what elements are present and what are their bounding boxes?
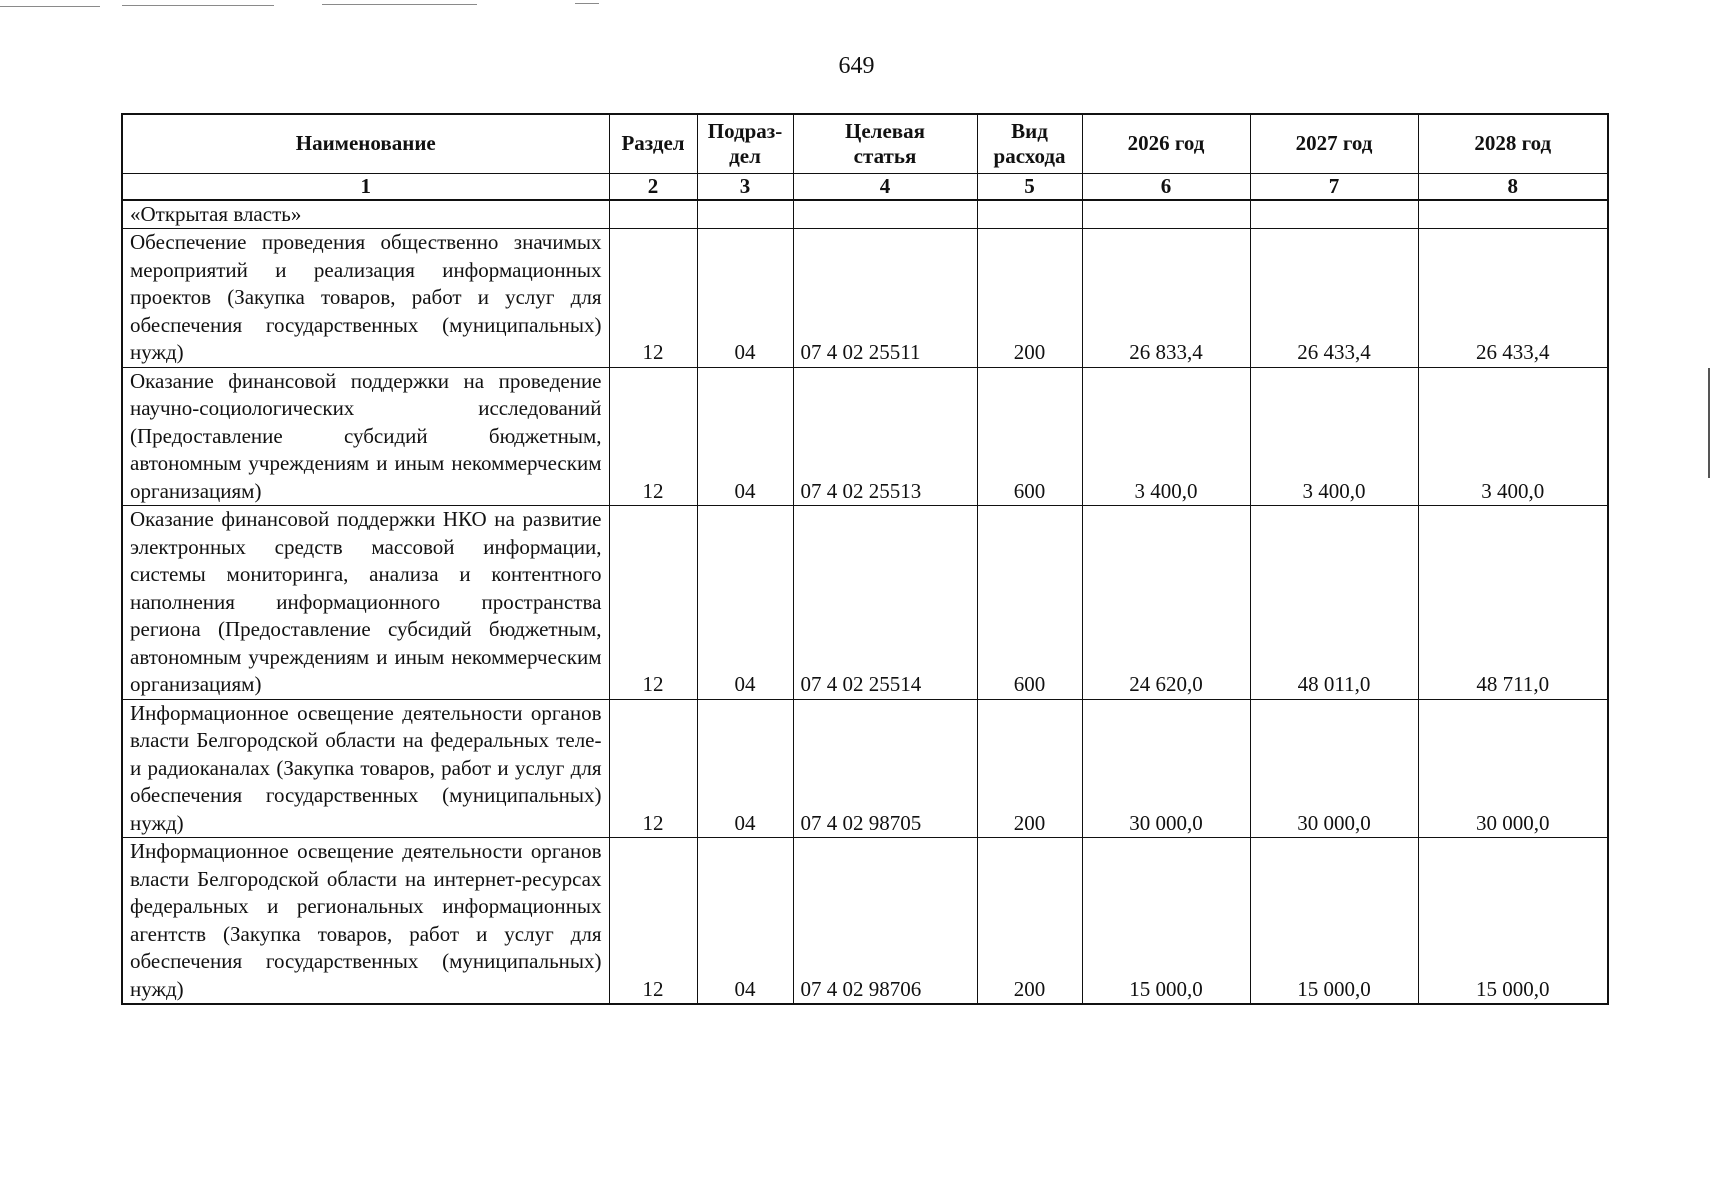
- column-number: 3: [697, 173, 793, 200]
- header-expense-line1: Вид: [1011, 118, 1048, 143]
- header-name: Наименование: [122, 114, 609, 173]
- header-2028: 2028 год: [1418, 114, 1608, 173]
- row-section: 12: [609, 367, 697, 506]
- row-2028: 26 433,4: [1418, 229, 1608, 368]
- header-expense: [977, 114, 1082, 173]
- header-subsection-line2: дел: [729, 143, 761, 168]
- table-row: [122, 229, 1608, 368]
- page-number: 649: [838, 53, 875, 79]
- header-section: Раздел: [609, 114, 697, 173]
- scan-edge-bar: [1708, 368, 1710, 478]
- empty-cell: [977, 200, 1082, 229]
- scan-mark-2: [122, 5, 274, 6]
- empty-cell: [697, 200, 793, 229]
- row-2027: 48 011,0: [1250, 506, 1418, 700]
- row-2027: 30 000,0: [1250, 699, 1418, 838]
- row-expense: 200: [977, 838, 1082, 1005]
- row-subsection: 04: [697, 229, 793, 368]
- row-2028: 30 000,0: [1418, 699, 1608, 838]
- table-row: [122, 838, 1608, 1005]
- row-section: 12: [609, 838, 697, 1005]
- empty-cell: [1082, 200, 1250, 229]
- row-2028: 48 711,0: [1418, 506, 1608, 700]
- column-number: 7: [1250, 173, 1418, 200]
- row-2028: 15 000,0: [1418, 838, 1608, 1005]
- header-target-line1: Целевая: [845, 118, 925, 143]
- header-row: [122, 114, 1608, 173]
- row-target: 07 4 02 25513: [793, 367, 977, 506]
- column-number: 1: [122, 173, 609, 200]
- table-row: [122, 367, 1608, 506]
- column-number: 6: [1082, 173, 1250, 200]
- row-expense: 600: [977, 506, 1082, 700]
- header-2027: 2027 год: [1250, 114, 1418, 173]
- column-number-row: [122, 173, 1608, 200]
- row-2027: 3 400,0: [1250, 367, 1418, 506]
- column-number: 4: [793, 173, 977, 200]
- row-subsection: 04: [697, 367, 793, 506]
- scan-mark-1: [0, 6, 100, 7]
- row-section: 12: [609, 229, 697, 368]
- section-title-row: [122, 200, 1608, 229]
- scan-mark-4: [575, 3, 599, 4]
- row-2026: 3 400,0: [1082, 367, 1250, 506]
- row-name: Оказание финансовой поддержки на проведение научно-социологических исследований (Предоставление субсидий бюджетным, автономным учреждениям и иным некоммерческим организациям): [122, 367, 609, 506]
- empty-cell: [609, 200, 697, 229]
- row-2027: 15 000,0: [1250, 838, 1418, 1005]
- header-subsection-line1: Подраз-: [707, 118, 783, 143]
- table-row: [122, 506, 1608, 700]
- row-subsection: 04: [697, 699, 793, 838]
- row-name: Информационное освещение деятельности органов власти Белгородской области на интернет-ресурсах федеральных и региональных информационных агентств (Закупка товаров, работ и услуг для обеспечения государственных (муниципальных) нужд): [122, 838, 609, 1005]
- row-2026: 24 620,0: [1082, 506, 1250, 700]
- row-2026: 26 833,4: [1082, 229, 1250, 368]
- row-2028: 3 400,0: [1418, 367, 1608, 506]
- column-number: 8: [1418, 173, 1608, 200]
- row-name: Обеспечение проведения общественно значимых мероприятий и реализация информационных проектов (Закупка товаров, работ и услуг для обеспечения государственных (муниципальных) нужд): [122, 229, 609, 368]
- budget-table: [121, 113, 1609, 1005]
- row-target: 07 4 02 98706: [793, 838, 977, 1005]
- header-target: [793, 114, 977, 173]
- header-2026: 2026 год: [1082, 114, 1250, 173]
- row-2026: 15 000,0: [1082, 838, 1250, 1005]
- table-row: [122, 699, 1608, 838]
- header-expense-line2: расхода: [993, 143, 1066, 168]
- row-target: 07 4 02 25514: [793, 506, 977, 700]
- row-expense: 200: [977, 229, 1082, 368]
- row-subsection: 04: [697, 838, 793, 1005]
- column-number: 5: [977, 173, 1082, 200]
- row-section: 12: [609, 699, 697, 838]
- empty-cell: [1250, 200, 1418, 229]
- row-subsection: 04: [697, 506, 793, 700]
- row-2026: 30 000,0: [1082, 699, 1250, 838]
- row-target: 07 4 02 98705: [793, 699, 977, 838]
- row-name: Информационное освещение деятельности органов власти Белгородской области на федеральных теле- и радиоканалах (Закупка товаров, работ и услуг для обеспечения государственных (муниципальных) нужд): [122, 699, 609, 838]
- section-title: «Открытая власть»: [122, 200, 609, 229]
- scan-mark-3: [322, 4, 477, 5]
- header-subsection: [697, 114, 793, 173]
- row-target: 07 4 02 25511: [793, 229, 977, 368]
- row-section: 12: [609, 506, 697, 700]
- row-2027: 26 433,4: [1250, 229, 1418, 368]
- row-expense: 600: [977, 367, 1082, 506]
- row-expense: 200: [977, 699, 1082, 838]
- header-target-line2: статья: [853, 143, 917, 168]
- row-name: Оказание финансовой поддержки НКО на развитие электронных средств массовой информации, системы мониторинга, анализа и контентного наполнения информационного пространства региона (Предоставление субсидий бюджетным, автономным учреждениям и иным некоммерческим организациям): [122, 506, 609, 700]
- empty-cell: [793, 200, 977, 229]
- column-number: 2: [609, 173, 697, 200]
- empty-cell: [1418, 200, 1608, 229]
